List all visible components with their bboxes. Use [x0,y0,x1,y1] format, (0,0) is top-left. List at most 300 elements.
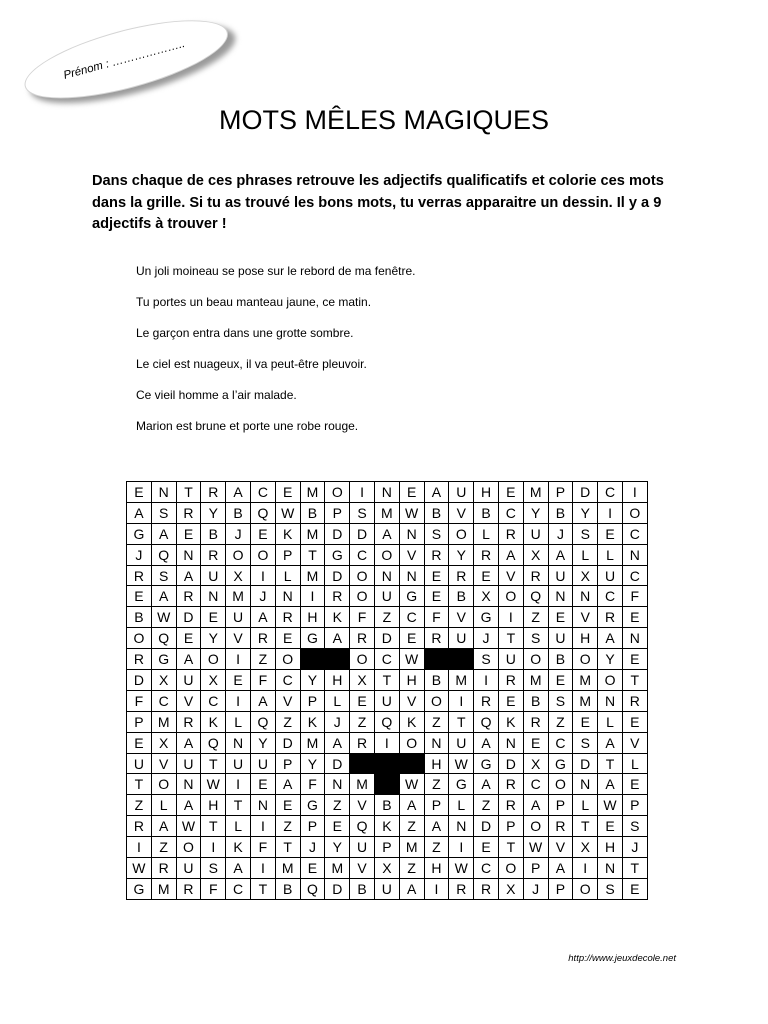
grid-cell[interactable]: O [127,628,152,649]
grid-cell[interactable]: B [548,649,573,670]
grid-cell[interactable]: I [226,774,251,795]
grid-cell[interactable]: C [151,690,176,711]
grid-cell[interactable]: E [474,565,499,586]
grid-cell[interactable]: J [250,586,275,607]
grid-cell[interactable]: V [350,858,375,879]
grid-cell[interactable]: I [449,837,474,858]
grid-cell[interactable]: O [325,482,350,503]
grid-cell[interactable]: N [598,690,623,711]
grid-cell[interactable]: U [598,565,623,586]
grid-cell[interactable]: Z [350,711,375,732]
grid-cell[interactable]: U [127,753,152,774]
grid-cell[interactable]: C [622,565,647,586]
grid-cell[interactable]: I [424,878,449,899]
grid-cell[interactable]: P [275,544,300,565]
grid-cell[interactable]: S [350,502,375,523]
grid-cell[interactable]: X [573,565,598,586]
grid-cell[interactable]: Q [151,544,176,565]
grid-cell[interactable]: J [474,628,499,649]
grid-cell[interactable]: A [151,523,176,544]
grid-cell[interactable]: Y [523,502,548,523]
grid-cell[interactable]: R [474,690,499,711]
grid-cell[interactable]: V [176,690,201,711]
grid-cell[interactable]: R [127,816,152,837]
grid-cell[interactable]: P [127,711,152,732]
grid-cell[interactable]: W [449,858,474,879]
grid-cell[interactable]: Y [325,837,350,858]
grid-cell[interactable]: E [598,523,623,544]
grid-cell[interactable]: U [523,523,548,544]
grid-cell[interactable]: H [201,795,226,816]
grid-cell[interactable]: D [127,670,152,691]
grid-cell[interactable]: V [275,690,300,711]
grid-cell[interactable]: E [498,690,523,711]
grid-cell[interactable]: I [250,816,275,837]
grid-cell[interactable]: U [449,732,474,753]
grid-cell[interactable]: G [449,774,474,795]
grid-cell[interactable]: K [374,816,399,837]
grid-cell[interactable]: H [399,670,424,691]
grid-cell[interactable]: T [226,795,251,816]
grid-cell[interactable]: Q [300,878,325,899]
grid-cell[interactable]: I [573,858,598,879]
grid-cell[interactable]: P [523,858,548,879]
grid-cell[interactable]: E [250,774,275,795]
grid-cell[interactable]: S [151,502,176,523]
grid-cell[interactable]: Y [573,502,598,523]
grid-cell[interactable]: W [598,795,623,816]
grid-cell[interactable]: O [573,878,598,899]
grid-cell[interactable]: V [226,628,251,649]
grid-cell[interactable]: A [424,482,449,503]
grid-cell[interactable]: J [548,523,573,544]
grid-cell[interactable]: H [300,607,325,628]
grid-cell[interactable]: J [325,711,350,732]
grid-cell[interactable]: X [151,670,176,691]
grid-cell[interactable]: H [424,858,449,879]
grid-cell[interactable]: B [449,586,474,607]
grid-cell[interactable]: Z [325,795,350,816]
grid-cell[interactable]: O [399,732,424,753]
grid-cell[interactable]: A [548,858,573,879]
grid-cell[interactable]: R [474,544,499,565]
grid-cell[interactable]: I [350,482,375,503]
grid-cell[interactable]: G [151,649,176,670]
grid-cell[interactable]: O [350,586,375,607]
grid-cell[interactable]: E [622,878,647,899]
grid-cell[interactable]: N [498,732,523,753]
grid-cell[interactable]: O [350,649,375,670]
grid-cell[interactable]: L [474,523,499,544]
grid-cell[interactable]: T [201,816,226,837]
grid-cell[interactable]: C [474,858,499,879]
grid-cell[interactable]: N [201,586,226,607]
grid-cell[interactable]: U [449,482,474,503]
grid-cell[interactable]: W [201,774,226,795]
grid-cell[interactable]: R [498,795,523,816]
grid-cell[interactable]: R [250,628,275,649]
grid-cell[interactable]: M [300,482,325,503]
grid-cell[interactable]: S [573,732,598,753]
grid-cell[interactable]: U [498,649,523,670]
grid-cell[interactable]: L [275,565,300,586]
grid-cell[interactable]: W [449,753,474,774]
grid-cell[interactable]: G [325,544,350,565]
grid-cell[interactable]: V [449,607,474,628]
grid-cell[interactable]: E [350,690,375,711]
grid-cell[interactable]: F [127,690,152,711]
grid-cell[interactable]: I [374,732,399,753]
grid-cell[interactable]: A [250,607,275,628]
grid-cell[interactable]: E [226,670,251,691]
grid-cell[interactable]: M [325,858,350,879]
grid-cell[interactable]: B [548,502,573,523]
grid-cell[interactable]: F [300,774,325,795]
grid-cell[interactable]: C [598,586,623,607]
grid-cell[interactable]: R [201,544,226,565]
grid-cell[interactable]: N [374,482,399,503]
grid-cell[interactable]: P [548,482,573,503]
grid-cell[interactable]: C [598,482,623,503]
grid-cell[interactable]: U [374,586,399,607]
grid-cell[interactable]: K [325,607,350,628]
grid-cell[interactable]: Y [449,544,474,565]
grid-cell[interactable]: R [498,670,523,691]
grid-cell[interactable]: D [275,732,300,753]
grid-cell[interactable]: E [424,586,449,607]
grid-cell[interactable]: A [523,795,548,816]
grid-cell[interactable]: I [622,482,647,503]
grid-cell[interactable]: K [399,711,424,732]
grid-cell[interactable]: I [300,586,325,607]
grid-cell[interactable]: O [598,670,623,691]
grid-cell[interactable]: Z [474,795,499,816]
grid-cell[interactable]: M [449,670,474,691]
grid-cell[interactable]: I [250,858,275,879]
grid-cell[interactable]: O [449,523,474,544]
grid-cell[interactable]: C [201,690,226,711]
grid-cell[interactable]: E [275,482,300,503]
grid-cell[interactable]: X [498,878,523,899]
grid-cell[interactable]: U [226,607,251,628]
grid-cell[interactable]: R [523,565,548,586]
grid-cell[interactable]: M [151,711,176,732]
grid-cell[interactable]: J [622,837,647,858]
grid-cell[interactable]: W [399,774,424,795]
grid-cell[interactable]: A [151,816,176,837]
grid-cell[interactable]: T [622,858,647,879]
grid-cell[interactable]: F [250,670,275,691]
grid-cell[interactable]: O [176,837,201,858]
grid-cell[interactable]: E [548,670,573,691]
grid-cell[interactable]: T [250,878,275,899]
grid-cell[interactable]: K [300,711,325,732]
grid-cell[interactable]: A [176,732,201,753]
grid-cell[interactable]: E [622,607,647,628]
grid-cell[interactable]: M [226,586,251,607]
grid-cell[interactable]: L [449,795,474,816]
grid-cell[interactable]: N [548,586,573,607]
grid-cell[interactable]: A [374,523,399,544]
grid-cell[interactable]: A [275,774,300,795]
grid-cell[interactable]: R [598,607,623,628]
grid-cell[interactable]: O [523,816,548,837]
grid-cell[interactable]: P [275,753,300,774]
grid-cell[interactable]: U [449,628,474,649]
grid-cell[interactable]: B [424,502,449,523]
grid-cell[interactable]: A [474,732,499,753]
grid-cell[interactable]: Q [350,816,375,837]
grid-cell[interactable]: I [226,649,251,670]
grid-cell[interactable]: E [300,858,325,879]
grid-cell[interactable]: I [598,502,623,523]
grid-cell[interactable]: E [622,711,647,732]
grid-cell[interactable]: S [424,523,449,544]
grid-cell[interactable]: U [226,753,251,774]
grid-cell[interactable]: U [176,858,201,879]
grid-cell[interactable]: Z [424,711,449,732]
grid-cell[interactable]: R [449,565,474,586]
grid-cell[interactable]: B [474,502,499,523]
grid-cell[interactable]: N [325,774,350,795]
grid-cell[interactable]: R [350,732,375,753]
grid-cell[interactable]: B [424,670,449,691]
grid-cell[interactable]: N [176,774,201,795]
grid-cell[interactable]: B [350,878,375,899]
grid-cell[interactable]: I [250,565,275,586]
grid-cell[interactable]: B [300,502,325,523]
grid-cell[interactable]: Z [127,795,152,816]
grid-cell[interactable]: Y [201,628,226,649]
grid-cell[interactable]: M [573,690,598,711]
grid-cell[interactable]: N [573,774,598,795]
grid-cell[interactable]: O [622,502,647,523]
grid-cell[interactable]: X [374,858,399,879]
grid-cell[interactable]: T [449,711,474,732]
grid-cell[interactable]: P [498,816,523,837]
grid-cell[interactable]: W [523,837,548,858]
grid-cell[interactable]: M [275,858,300,879]
grid-cell[interactable]: E [622,649,647,670]
grid-cell[interactable]: E [622,774,647,795]
grid-cell[interactable]: R [350,628,375,649]
grid-cell[interactable]: V [548,837,573,858]
grid-cell[interactable]: Z [275,816,300,837]
grid-cell[interactable]: Q [474,711,499,732]
grid-cell[interactable]: C [548,732,573,753]
grid-cell[interactable]: Q [250,502,275,523]
grid-cell[interactable]: F [250,837,275,858]
filled-cell[interactable] [449,649,474,670]
grid-cell[interactable]: C [523,774,548,795]
grid-cell[interactable]: S [523,628,548,649]
grid-cell[interactable]: E [201,607,226,628]
grid-cell[interactable]: R [523,711,548,732]
filled-cell[interactable] [374,774,399,795]
grid-cell[interactable]: U [176,670,201,691]
grid-cell[interactable]: G [474,607,499,628]
grid-cell[interactable]: K [275,523,300,544]
grid-cell[interactable]: U [350,837,375,858]
grid-cell[interactable]: O [350,565,375,586]
grid-cell[interactable]: U [548,565,573,586]
grid-cell[interactable]: N [399,523,424,544]
grid-cell[interactable]: M [300,523,325,544]
grid-cell[interactable]: E [498,482,523,503]
grid-cell[interactable]: D [573,753,598,774]
grid-cell[interactable]: R [474,878,499,899]
grid-cell[interactable]: M [523,482,548,503]
grid-cell[interactable]: A [176,649,201,670]
grid-cell[interactable]: V [622,732,647,753]
grid-cell[interactable]: Z [151,837,176,858]
grid-cell[interactable]: N [151,482,176,503]
grid-cell[interactable]: A [250,690,275,711]
grid-cell[interactable]: A [226,482,251,503]
grid-cell[interactable]: G [300,795,325,816]
grid-cell[interactable]: X [151,732,176,753]
grid-cell[interactable]: O [573,649,598,670]
grid-cell[interactable]: F [201,878,226,899]
filled-cell[interactable] [325,649,350,670]
grid-cell[interactable]: F [622,586,647,607]
grid-cell[interactable]: N [226,732,251,753]
grid-cell[interactable]: I [449,690,474,711]
grid-cell[interactable]: W [399,502,424,523]
grid-cell[interactable]: P [622,795,647,816]
grid-cell[interactable]: M [399,837,424,858]
grid-cell[interactable]: G [127,878,152,899]
grid-cell[interactable]: Q [523,586,548,607]
grid-cell[interactable]: Y [300,753,325,774]
grid-cell[interactable]: H [325,670,350,691]
grid-cell[interactable]: D [350,523,375,544]
grid-cell[interactable]: A [226,858,251,879]
grid-cell[interactable]: I [226,690,251,711]
grid-cell[interactable]: T [127,774,152,795]
grid-cell[interactable]: N [374,565,399,586]
grid-cell[interactable]: N [573,586,598,607]
grid-cell[interactable]: O [151,774,176,795]
grid-cell[interactable]: T [622,670,647,691]
grid-cell[interactable]: P [300,690,325,711]
grid-cell[interactable]: T [176,482,201,503]
grid-cell[interactable]: A [598,628,623,649]
grid-cell[interactable]: L [573,544,598,565]
filled-cell[interactable] [300,649,325,670]
grid-cell[interactable]: E [598,816,623,837]
grid-cell[interactable]: O [250,544,275,565]
grid-cell[interactable]: Z [424,774,449,795]
grid-cell[interactable]: O [523,649,548,670]
grid-cell[interactable]: R [548,816,573,837]
grid-cell[interactable]: L [598,544,623,565]
grid-cell[interactable]: E [548,607,573,628]
grid-cell[interactable]: W [151,607,176,628]
grid-cell[interactable]: Z [523,607,548,628]
grid-cell[interactable]: R [201,482,226,503]
filled-cell[interactable] [374,753,399,774]
grid-cell[interactable]: H [598,837,623,858]
grid-cell[interactable]: Z [250,649,275,670]
grid-cell[interactable]: Z [275,711,300,732]
grid-cell[interactable]: W [275,502,300,523]
grid-cell[interactable]: A [176,795,201,816]
grid-cell[interactable]: D [573,482,598,503]
grid-cell[interactable]: T [275,837,300,858]
grid-cell[interactable]: F [350,607,375,628]
grid-cell[interactable]: Z [399,816,424,837]
grid-cell[interactable]: N [275,586,300,607]
grid-cell[interactable]: D [325,565,350,586]
grid-cell[interactable]: L [151,795,176,816]
grid-cell[interactable]: M [300,565,325,586]
grid-cell[interactable]: P [548,878,573,899]
grid-cell[interactable]: Y [300,670,325,691]
grid-cell[interactable]: M [350,774,375,795]
grid-cell[interactable]: I [127,837,152,858]
grid-cell[interactable]: O [548,774,573,795]
grid-cell[interactable]: A [176,565,201,586]
grid-cell[interactable]: A [325,628,350,649]
grid-cell[interactable]: R [176,502,201,523]
grid-cell[interactable]: S [573,523,598,544]
grid-cell[interactable]: C [350,544,375,565]
grid-cell[interactable]: K [201,711,226,732]
grid-cell[interactable]: E [127,732,152,753]
grid-cell[interactable]: N [176,544,201,565]
grid-cell[interactable]: T [598,753,623,774]
grid-cell[interactable]: C [498,502,523,523]
grid-cell[interactable]: X [350,670,375,691]
grid-cell[interactable]: B [201,523,226,544]
grid-cell[interactable]: E [176,523,201,544]
grid-cell[interactable]: A [424,816,449,837]
grid-cell[interactable]: R [275,607,300,628]
grid-cell[interactable]: V [350,795,375,816]
grid-cell[interactable]: X [523,753,548,774]
grid-cell[interactable]: R [176,878,201,899]
grid-cell[interactable]: I [201,837,226,858]
grid-cell[interactable]: U [176,753,201,774]
grid-cell[interactable]: L [598,711,623,732]
grid-cell[interactable]: D [374,628,399,649]
grid-cell[interactable]: M [523,670,548,691]
grid-cell[interactable]: A [598,732,623,753]
filled-cell[interactable] [399,753,424,774]
grid-cell[interactable]: J [300,837,325,858]
grid-cell[interactable]: T [498,628,523,649]
grid-cell[interactable]: E [275,795,300,816]
grid-cell[interactable]: H [573,628,598,649]
grid-cell[interactable]: T [498,837,523,858]
grid-cell[interactable]: X [226,565,251,586]
grid-cell[interactable]: X [201,670,226,691]
grid-cell[interactable]: N [598,858,623,879]
grid-cell[interactable]: L [325,690,350,711]
grid-cell[interactable]: O [201,649,226,670]
grid-cell[interactable]: I [474,670,499,691]
grid-cell[interactable]: D [325,878,350,899]
grid-cell[interactable]: Q [151,628,176,649]
grid-cell[interactable]: E [424,565,449,586]
grid-cell[interactable]: H [424,753,449,774]
grid-cell[interactable]: V [399,544,424,565]
grid-cell[interactable]: C [275,670,300,691]
filled-cell[interactable] [350,753,375,774]
grid-cell[interactable]: U [374,878,399,899]
grid-cell[interactable]: B [226,502,251,523]
